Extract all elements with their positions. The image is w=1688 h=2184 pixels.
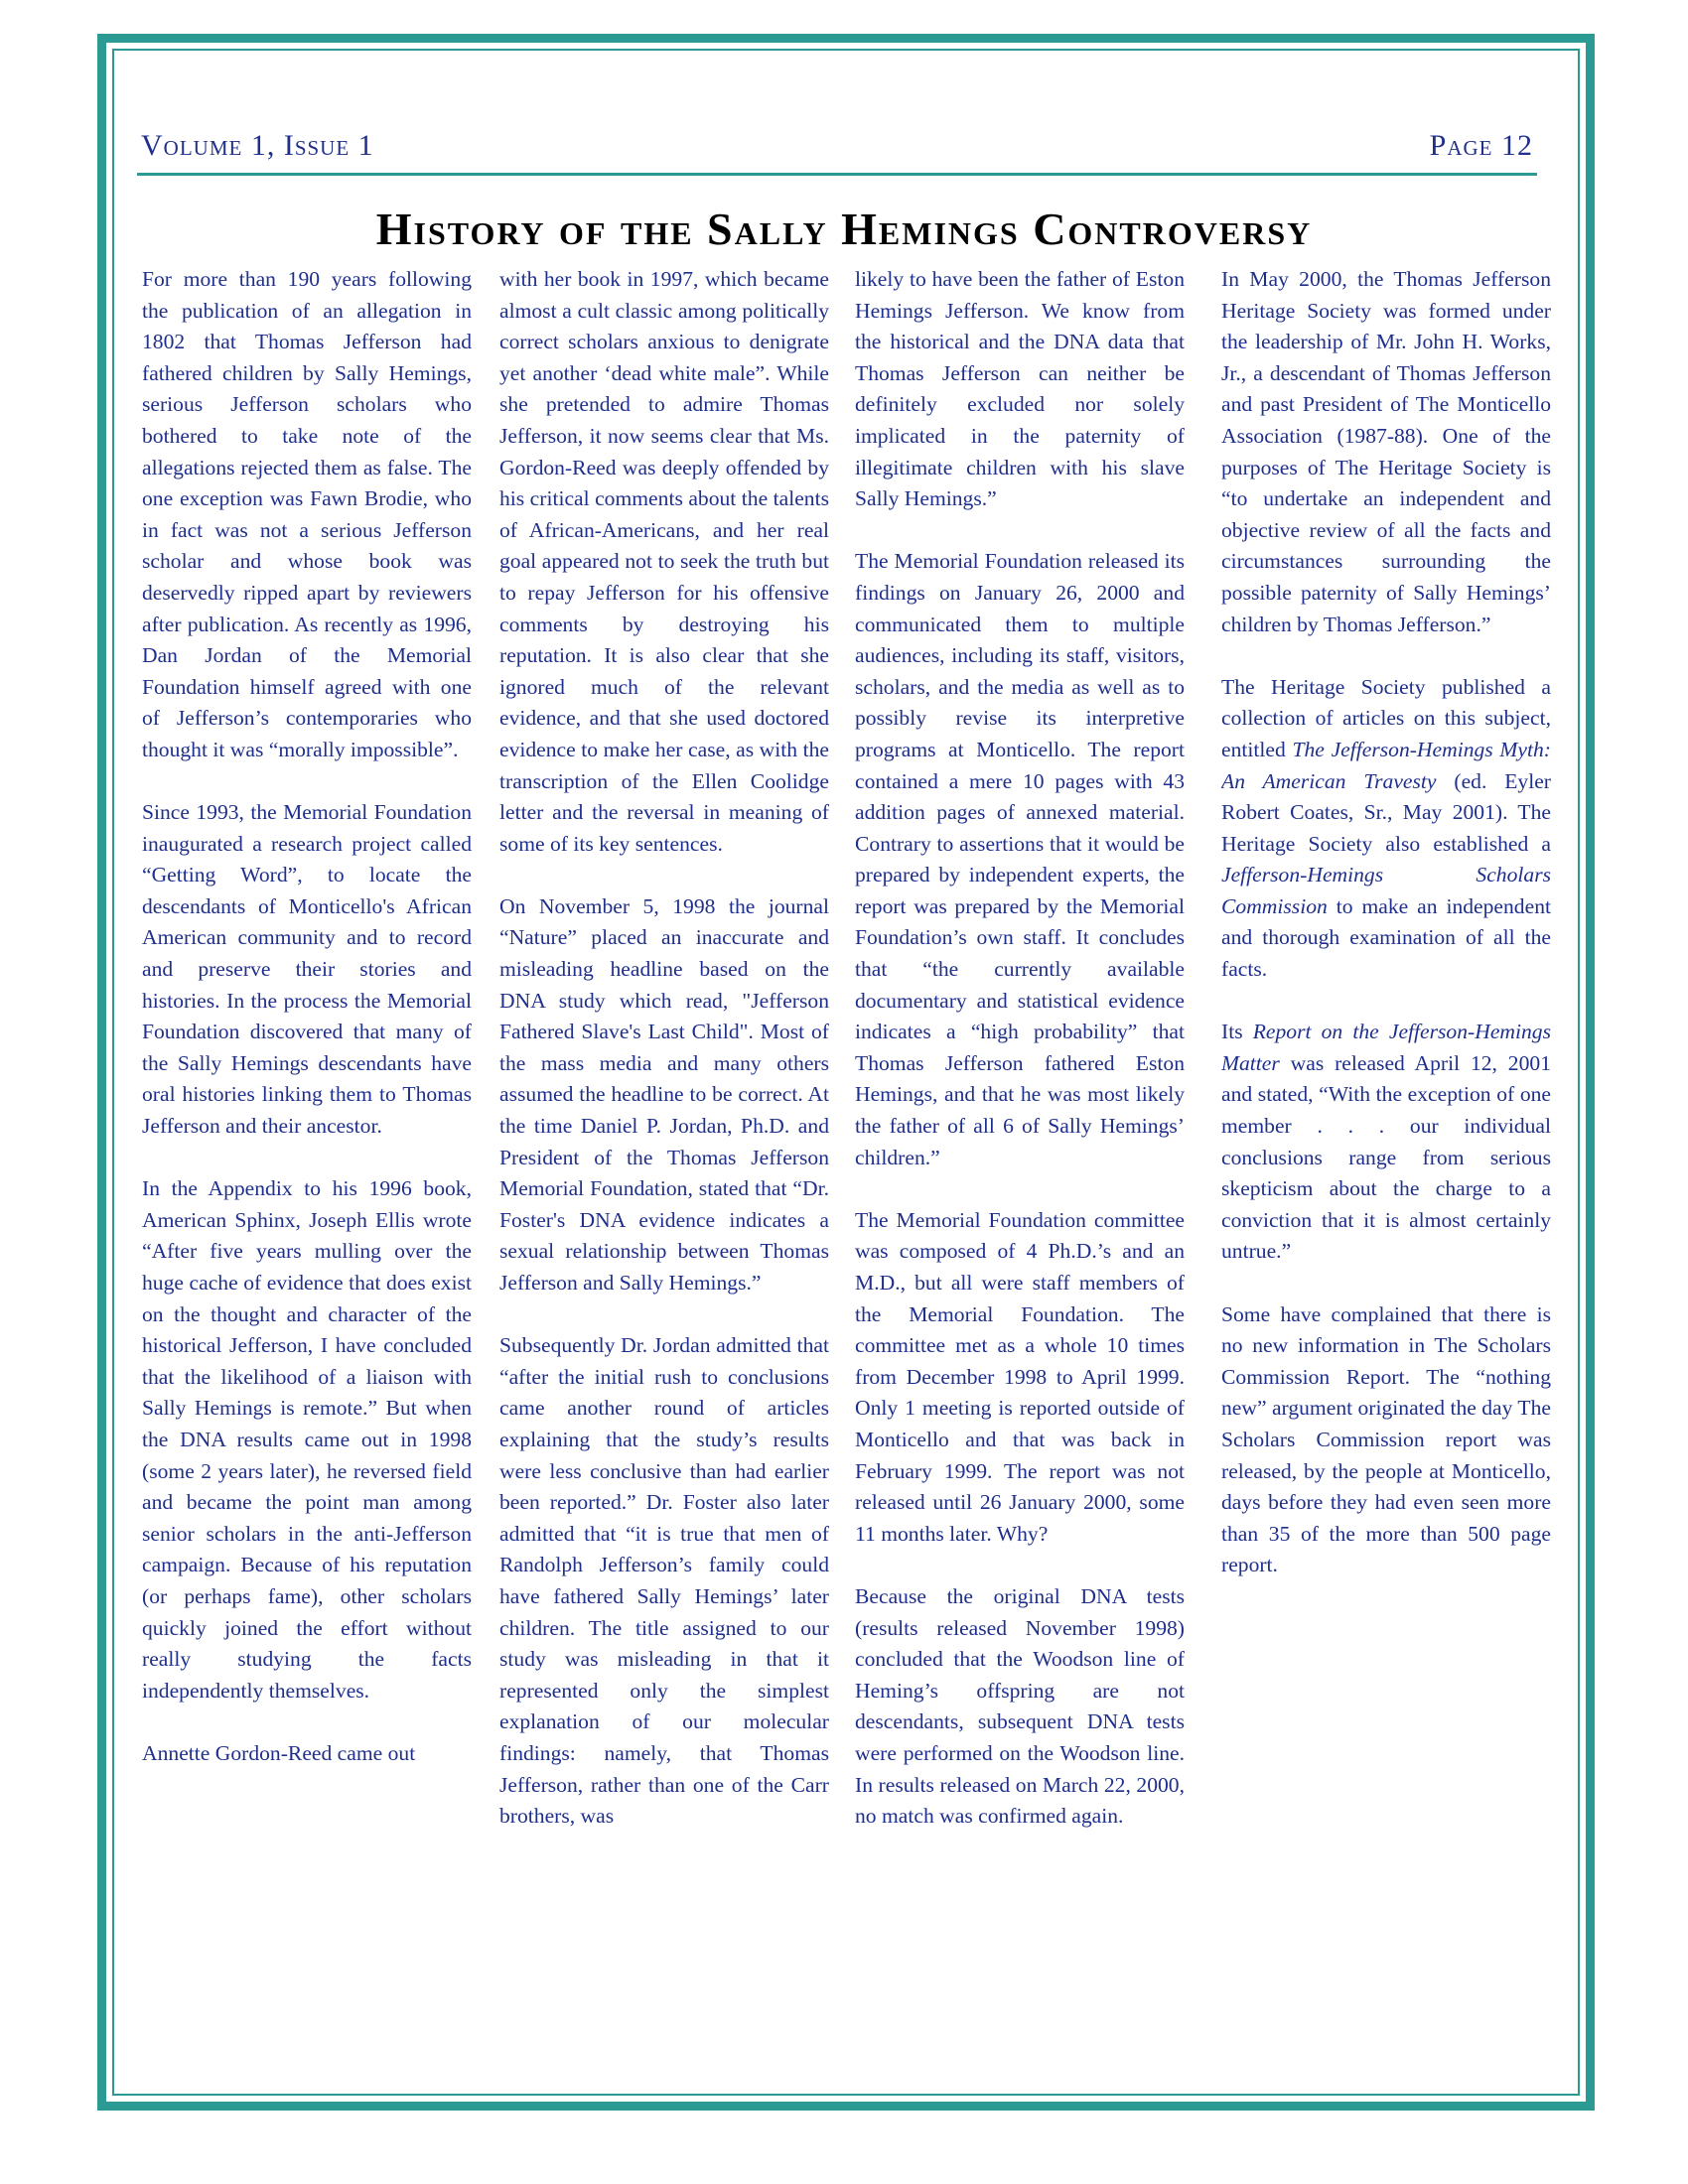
- report-title: Report on the Jefferson-Hemings Matter: [1221, 1020, 1551, 1075]
- paragraph: [1221, 1017, 1551, 1268]
- paragraph: In May 2000, the Thomas Jefferson Heritage Society was formed under the leadership of Mr. John H. Works, Jr., a descendant of Thomas Jefferson and past President of The Monticello Association (1987-88). One of the purposes of The Heritage Society is “to undertake an independent and objective review of all the facts and circumstances surrounding the possible paternity of Sally Hemings’ children by Thomas Jefferson.”: [1221, 267, 1551, 636]
- paragraph: Subsequently Dr. Jordan admitted that “after the initial rush to conclusions came another round of articles explaining that the study’s results were less conclusive than had earlier been reported.” Dr. Foster also later admitted that “it is true that men of Randolph Jefferson’s family could have fathered Sally Hemings’ later children. The title assigned to our study was misleading in that it represented only the simplest explanation of our molecular findings: namely, that Thomas Jefferson, rather than one of the Carr brothers, was: [499, 1333, 829, 1829]
- article-column-4: [1221, 264, 1551, 2011]
- paragraph: For more than 190 years following the publication of an allegation in 1802 that Thomas Jefferson had fathered children by Sally Hemings, serious Jefferson scholars who bothered to take note of the allegations rejected them as false. The one exception was Fawn Brodie, who in fact was not a serious Jefferson scholar and whose book was deservedly ripped apart by reviewers after publication. As recently as 1996, Dan Jordan of the Memorial Foundation himself agreed with one of Jefferson’s contemporaries who thought it was “morally impossible”.: [142, 267, 472, 761]
- paragraph: On November 5, 1998 the journal “Nature” placed an inaccurate and misleading headline based on the DNA study which read, "Jefferson Fathered Slave's Last Child". Most of the mass media and many others assumed the headline to be correct. At the time Daniel P. Jordan, Ph.D. and President of the Thomas Jefferson Memorial Foundation, stated that “Dr. Foster's DNA evidence indicates a sexual relationship between Thomas Jefferson and Sally Hemings.”: [499, 893, 829, 1295]
- paragraph: The Memorial Foundation released its findings on January 26, 2000 and communicated them to multiple audiences, including its staff, visitors, scholars, and the media as well as to possibly revise its interpretive programs at Monticello. The report contained a mere 10 pages with 43 addition pages of annexed material. Contrary to assertions that it would be prepared by independent experts, the report was prepared by the Memorial Foundation’s own staff. It concludes that “the currently available documentary and statistical evidence indicates a “high probability” that Thomas Jefferson fathered Eston Hemings, and that he was most likely the father of all 6 of Sally Hemings’ children.”: [855, 549, 1185, 1169]
- newsletter-header: [141, 127, 1533, 169]
- paragraph: likely to have been the father of Eston Hemings Jefferson. We know from the historical and the DNA data that Thomas Jefferson can neither be definitely excluded nor solely implicated in the paternity of illegitimate children with his slave Sally Hemings.”: [855, 267, 1185, 511]
- volume-issue-label: Volume 1, Issue 1: [141, 129, 374, 162]
- article-title: History of the Sally Hemings Controversy: [375, 204, 1313, 254]
- article-column-3: [855, 264, 1185, 2011]
- article-column-2: [499, 264, 829, 2011]
- text-run: to make an independent and thorough examination of all the facts.: [1221, 893, 1551, 982]
- paragraph: Some have complained that there is no new information in The Scholars Commission Report. The “nothing new” argument originated the day The Scholars Commission report was released, by the people at Monticello, days before they had even seen more than 35 of the more than 500 page report.: [1221, 1301, 1551, 1577]
- paragraph: Annette Gordon-Reed came out: [142, 1740, 416, 1765]
- book-title: The Jefferson-Hemings Myth: An American Travesty: [1221, 737, 1551, 793]
- text-run: was released April 12, 2001 and stated, “With the exception of one member . . . our individual conclusions range from serious skepticism about the charge to a conviction that it is almost certainly untrue.”: [1221, 1050, 1551, 1264]
- commission-name: Jefferson-Hemings Scholars Commission: [1221, 863, 1551, 918]
- paragraph: In the Appendix to his 1996 book, American Sphinx, Joseph Ellis wrote “After five years mulling over the huge cache of evidence that does exist on the thought and character of the historical Jefferson, I have concluded that the likelihood of a liaison with Sally Hemings is remote.” But when the DNA results came out in 1998 (some 2 years later), he reversed field and became the point man among senior scholars in the anti-Jefferson campaign. Because of his reputation (or perhaps fame), other scholars quickly joined the effort without really studying the facts independently themselves.: [142, 1176, 472, 1703]
- page-number-label: Page 12: [1429, 129, 1533, 162]
- article-column-1: [142, 264, 472, 2011]
- paragraph: with her book in 1997, which became almost a cult classic among politically correct scholars anxious to denigrate yet another ‘dead white male”. While she pretended to admire Thomas Jefferson, it now seems clear that Ms. Gordon-Reed was deeply offended by his critical comments about the talents of African-Americans, and her real goal appeared not to seek the truth but to repay Jefferson for his offensive comments by destroying his reputation. It is also clear that she ignored much of the relevant evidence, and that she used doctored evidence to make her case, as with the transcription of the Ellen Coolidge letter and the reversal in meaning of some of its key sentences.: [499, 267, 829, 856]
- text-run: Its: [1221, 1020, 1253, 1044]
- text-run: (ed. Eyler Robert Coates, Sr., May 2001). The Heritage Society also established a: [1221, 768, 1551, 856]
- header-divider: [137, 173, 1537, 176]
- text-run: The Heritage Society published a collection of articles on this subject, entitled: [1221, 674, 1551, 761]
- paragraph: Since 1993, the Memorial Foundation inaugurated a research project called “Getting Word”, to locate the descendants of Monticello's African American community and to record and preserve their stories and histories. In the process the Memorial Foundation discovered that many of the Sally Hemings descendants have oral histories linking them to Thomas Jefferson and their ancestor.: [142, 800, 472, 1139]
- paragraph: [1221, 672, 1551, 986]
- paragraph: Because the original DNA tests (results released November 1998) concluded that the Woodson line of Heming’s offspring are not descendants, subsequent DNA tests were performed on the Woodson line. In results released on March 22, 2000, no match was confirmed again.: [855, 1583, 1185, 1829]
- paragraph: The Memorial Foundation committee was composed of 4 Ph.D.’s and an M.D., but all were staff members of the Memorial Foundation. The committee met as a whole 10 times from December 1998 to April 1999. Only 1 meeting is reported outside of Monticello and that was back in February 1999. The report was not released until 26 January 2000, some 11 months later. Why?: [855, 1207, 1185, 1546]
